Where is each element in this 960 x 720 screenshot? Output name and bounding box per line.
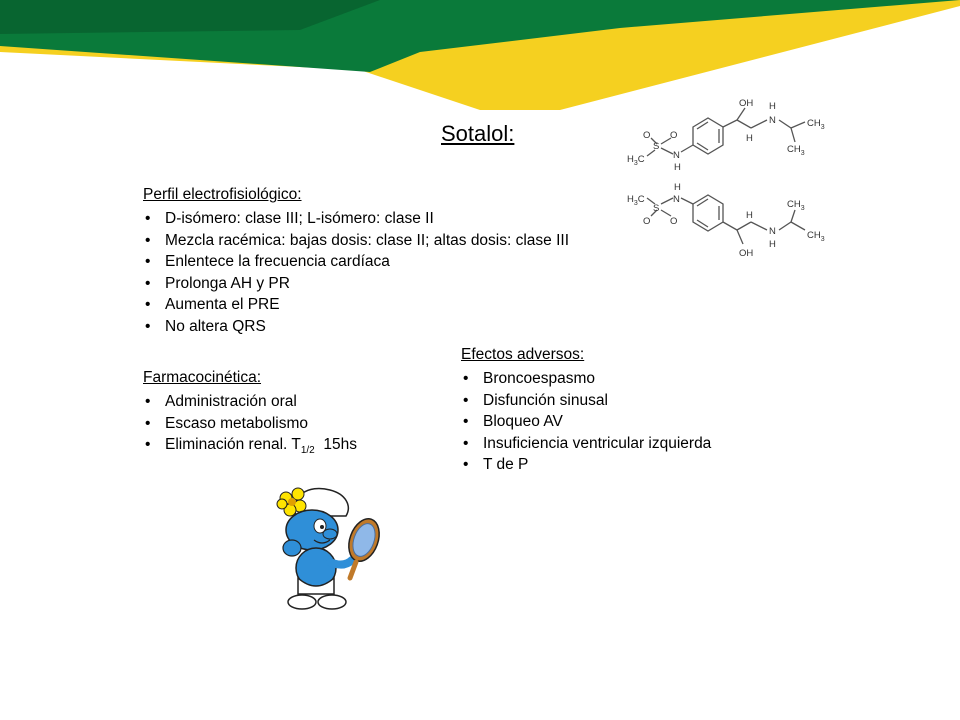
bond [751,120,767,128]
bond [681,198,693,204]
s-label: S [653,203,660,214]
mirror-icon [343,515,384,578]
adverse-effects-list [461,368,711,476]
list-item: • T de P [461,454,711,476]
svg-text:CH3 [787,144,805,157]
n-label: N [769,115,776,126]
bond [737,120,751,128]
list-item: • Prolonga AH y PR [143,273,569,295]
smurf-pupil [320,525,324,529]
h3c-label: H [627,154,634,165]
o-label: O [643,216,651,227]
n-label: N [673,194,680,205]
h-label: H [769,239,776,250]
adverse-effects-heading: Efectos adversos: [461,346,585,363]
bond [791,222,805,230]
c-label: C [637,194,645,205]
n-label: N [673,150,680,161]
list-item: • No altera QRS [143,316,569,338]
smurf-foot [288,595,316,609]
h3c-label: H [627,194,634,205]
smurf-hand [283,540,301,556]
h-label: H [674,162,681,173]
bond [737,230,743,244]
smurf-with-mirror-illustration [268,482,388,617]
list-item: • Escaso metabolismo [143,413,357,435]
oh-label: OH [739,248,754,259]
electrophysiology-section [143,186,569,337]
list-item: • Aumenta el PRE [143,294,569,316]
bond [737,108,745,120]
electrophysiology-heading: Perfil electrofisiológico: [143,186,302,203]
smurf-arm [330,560,352,565]
o-label: O [670,216,678,227]
bond [779,120,791,128]
o-label: O [643,130,651,141]
sotalol-structure-top [615,92,835,177]
list-item: • Mezcla racémica: bajas dosis: clase II; altas dosis: clase III [143,230,569,252]
h-label: H [746,133,753,144]
bond [791,128,795,142]
svg-text:CH3 [787,199,805,212]
list-item: • Broncoespasmo [461,368,711,390]
s-label: S [653,141,660,152]
bond [661,198,673,204]
sotalol-structure-bottom [615,180,835,265]
bond [779,222,791,230]
h-label: H [769,101,776,112]
bond [737,222,751,230]
adverse-effects-section [461,346,711,476]
half-life-value: 15hs [323,436,357,453]
ch3-label: CH [787,199,801,210]
bond [723,222,737,230]
list-item: • Bloqueo AV [461,411,711,433]
svg-text:H3C [627,154,645,167]
smurf-foot [318,595,346,609]
bond [723,120,737,127]
h-label: H [674,182,681,193]
half-life-subscript: 1/2 [300,445,315,456]
bond [791,210,795,222]
slide-title: Sotalol: [441,121,515,146]
list-item: • Disfunción sinusal [461,390,711,412]
electrophysiology-list [143,208,569,337]
h-label: H [746,210,753,221]
subscript-label: 3 [800,150,805,157]
list-item: • D-isómero: clase III; L-isómero: clase II [143,208,569,230]
bond [751,222,767,230]
svg-text:H3C [627,194,645,207]
svg-text:CH3 [807,118,825,131]
ch3-label: CH [807,118,821,129]
subscript-label: 3 [633,160,638,167]
svg-text:CH3 [807,230,825,243]
list-item: • Insuficiencia ventricular izquierda [461,433,711,455]
subscript-label: 3 [820,236,825,243]
pharmacokinetics-section [143,369,357,462]
subscript-label: 3 [800,205,805,212]
pharmacokinetics-heading: Farmacocinética: [143,369,262,386]
list-item-elimination [143,434,357,462]
bond [681,145,693,152]
subscript-label: 3 [820,124,825,131]
subscript-label: 3 [633,200,638,207]
c-label: C [637,154,645,165]
pharmacokinetics-list [143,391,357,462]
ch3-label: CH [787,144,801,155]
list-item: • Enlentece la frecuencia cardíaca [143,251,569,273]
bond [661,148,673,154]
o-label: O [670,130,678,141]
n-label: N [769,226,776,237]
bond [791,122,805,128]
elimination-text: Eliminación renal. T [165,436,301,453]
smurf-nose [323,529,337,539]
oh-label: OH [739,98,754,109]
list-item: • Administración oral [143,391,357,413]
ch3-label: CH [807,230,821,241]
